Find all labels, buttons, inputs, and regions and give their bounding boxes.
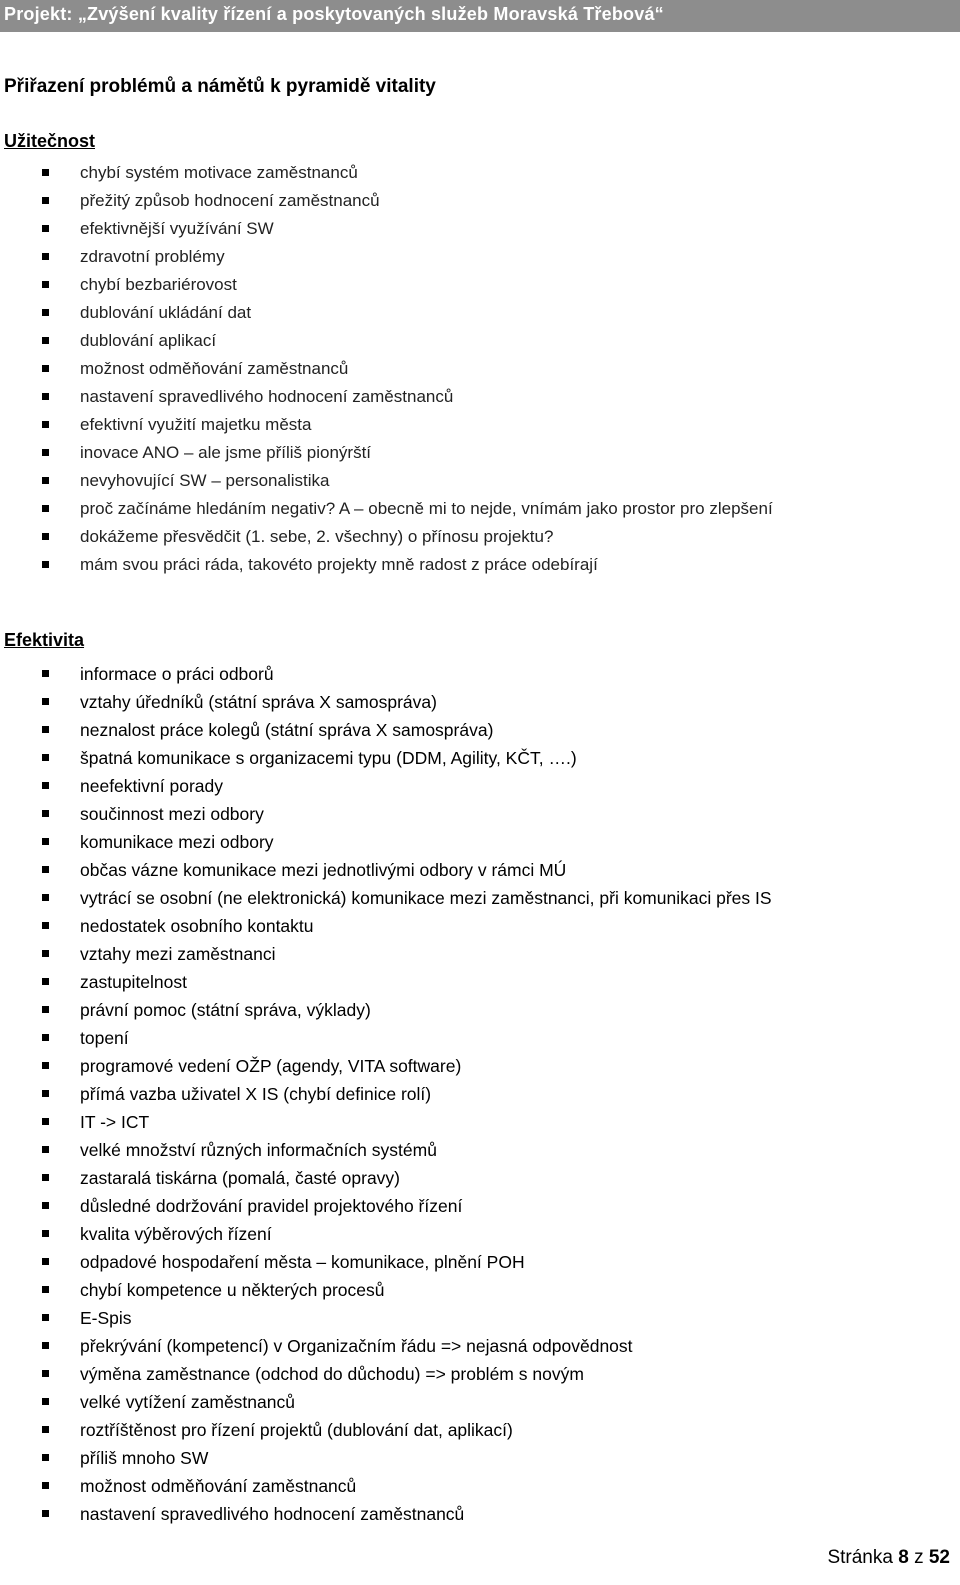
- list-item-text: špatná komunikace s organizacemi typu (DDM, Agility, KČT, ….): [80, 748, 577, 768]
- list-item-text: neefektivní porady: [80, 776, 224, 796]
- document-title: Přiřazení problémů a námětů k pyramidě vitality: [4, 76, 436, 97]
- list-item-text: důsledné dodržování pravidel projektového řízení: [80, 1196, 463, 1216]
- list-item-text: vytrácí se osobní (ne elektronická) komunikace mezi zaměstnanci, při komunikaci přes IS: [80, 888, 772, 908]
- page-label: Stránka: [827, 1547, 893, 1568]
- square-bullet-icon: [42, 197, 49, 204]
- square-bullet-icon: [42, 1174, 49, 1181]
- section-heading-uzitecnost: Užitečnost: [4, 131, 96, 151]
- list-item-text: E-Spis: [80, 1308, 132, 1328]
- list-item-text: velké množství různých informačních systémů: [80, 1140, 437, 1160]
- square-bullet-icon: [42, 1062, 49, 1069]
- square-bullet-icon: [42, 1398, 49, 1405]
- square-bullet-icon: [42, 810, 49, 817]
- square-bullet-icon: [42, 1482, 49, 1489]
- square-bullet-icon: [42, 894, 49, 901]
- square-bullet-icon: [42, 1090, 49, 1097]
- list-item-text: dokážeme přesvědčit (1. sebe, 2. všechny) o přínosu projektu?: [80, 527, 554, 546]
- list-item-text: právní pomoc (státní správa, výklady): [80, 1000, 371, 1020]
- square-bullet-icon: [42, 1118, 49, 1125]
- list-item-text: přežitý způsob hodnocení zaměstnanců: [80, 191, 380, 210]
- square-bullet-icon: [42, 169, 49, 176]
- square-bullet-icon: [42, 1510, 49, 1517]
- list-item-text: velké vytížení zaměstnanců: [80, 1392, 295, 1412]
- square-bullet-icon: [42, 950, 49, 957]
- running-header: [0, 0, 960, 32]
- square-bullet-icon: [42, 477, 49, 484]
- list-item-text: zastaralá tiskárna (pomalá, časté opravy): [80, 1168, 400, 1188]
- square-bullet-icon: [42, 449, 49, 456]
- list-item-text: občas vázne komunikace mezi jednotlivými odbory v rámci MÚ: [80, 860, 567, 880]
- list-item-text: proč začínáme hledáním negativ? A – obecně mi to nejde, vnímám jako prostor pro zlepšení: [80, 499, 773, 518]
- page-current: 8: [898, 1547, 909, 1568]
- list-item-text: topení: [80, 1028, 129, 1048]
- square-bullet-icon: [42, 1286, 49, 1293]
- square-bullet-icon: [42, 1006, 49, 1013]
- list-item-text: vztahy mezi zaměstnanci: [80, 944, 276, 964]
- square-bullet-icon: [42, 337, 49, 344]
- list-item-text: chybí systém motivace zaměstnanců: [80, 163, 358, 182]
- list-item-text: výměna zaměstnance (odchod do důchodu) => problém s novým: [80, 1364, 584, 1384]
- square-bullet-icon: [42, 225, 49, 232]
- list-item-text: možnost odměňování zaměstnanců: [80, 359, 349, 378]
- list-item-text: nedostatek osobního kontaktu: [80, 916, 314, 936]
- header-title: Projekt: „Zvýšení kvality řízení a poskytovaných služeb Moravská Třebová“: [4, 4, 664, 24]
- list-item-text: efektivnější využívání SW: [80, 219, 274, 238]
- square-bullet-icon: [42, 670, 49, 677]
- square-bullet-icon: [42, 421, 49, 428]
- square-bullet-icon: [42, 1146, 49, 1153]
- square-bullet-icon: [42, 866, 49, 873]
- list-item-text: mám svou práci ráda, takovéto projekty mně radost z práce odebírají: [80, 555, 598, 574]
- list-item-text: informace o práci odborů: [80, 664, 274, 684]
- list-item-text: příliš mnoho SW: [80, 1448, 209, 1468]
- square-bullet-icon: [42, 754, 49, 761]
- square-bullet-icon: [42, 1342, 49, 1349]
- square-bullet-icon: [42, 309, 49, 316]
- square-bullet-icon: [42, 253, 49, 260]
- list-item-text: nastavení spravedlivého hodnocení zaměstnanců: [80, 1504, 465, 1524]
- square-bullet-icon: [42, 365, 49, 372]
- square-bullet-icon: [42, 698, 49, 705]
- square-bullet-icon: [42, 281, 49, 288]
- list-item-text: součinnost mezi odbory: [80, 804, 264, 824]
- page-number: [827, 1547, 950, 1569]
- list-item-text: efektivní využití majetku města: [80, 415, 312, 434]
- list-item-text: komunikace mezi odbory: [80, 832, 274, 852]
- list-item-text: překrývání (kompetencí) v Organizačním řádu => nejasná odpovědnost: [80, 1336, 633, 1356]
- list-item-text: přímá vazba uživatel X IS (chybí definice rolí): [80, 1084, 432, 1104]
- list-item-text: vztahy úředníků (státní správa X samospráva): [80, 692, 437, 712]
- square-bullet-icon: [42, 838, 49, 845]
- list-item-text: neznalost práce kolegů (státní správa X samospráva): [80, 720, 494, 740]
- list-item-text: inovace ANO – ale jsme příliš pionýrští: [80, 443, 372, 462]
- square-bullet-icon: [42, 1230, 49, 1237]
- list-item-text: dublování aplikací: [80, 331, 217, 350]
- square-bullet-icon: [42, 393, 49, 400]
- list-item-text: odpadové hospodaření města – komunikace, plnění POH: [80, 1252, 525, 1272]
- list-item-text: možnost odměňování zaměstnanců: [80, 1476, 357, 1496]
- list-item-text: chybí bezbariérovost: [80, 275, 237, 294]
- list-item-text: zdravotní problémy: [80, 247, 225, 266]
- list-item-text: IT -> ICT: [80, 1112, 150, 1132]
- list-item-text: nastavení spravedlivého hodnocení zaměstnanců: [80, 387, 454, 406]
- list-item-text: programové vedení OŽP (agendy, VITA software): [80, 1056, 462, 1076]
- square-bullet-icon: [42, 922, 49, 929]
- section-heading-efektivita: Efektivita: [4, 630, 85, 650]
- square-bullet-icon: [42, 782, 49, 789]
- square-bullet-icon: [42, 1258, 49, 1265]
- page-total: 52: [928, 1547, 950, 1568]
- square-bullet-icon: [42, 1370, 49, 1377]
- square-bullet-icon: [42, 726, 49, 733]
- square-bullet-icon: [42, 1314, 49, 1321]
- square-bullet-icon: [42, 1454, 49, 1461]
- square-bullet-icon: [42, 1426, 49, 1433]
- square-bullet-icon: [42, 1034, 49, 1041]
- square-bullet-icon: [42, 505, 49, 512]
- list-item-text: roztříštěnost pro řízení projektů (dublování dat, aplikací): [80, 1420, 513, 1440]
- list-item-text: nevyhovující SW – personalistika: [80, 471, 330, 490]
- square-bullet-icon: [42, 561, 49, 568]
- list-item-text: kvalita výběrových řízení: [80, 1224, 272, 1244]
- square-bullet-icon: [42, 978, 49, 985]
- list-item-text: chybí kompetence u některých procesů: [80, 1280, 385, 1300]
- square-bullet-icon: [42, 1202, 49, 1209]
- page-separator: z: [914, 1547, 924, 1568]
- list-item-text: zastupitelnost: [80, 972, 188, 992]
- list-item-text: dublování ukládání dat: [80, 303, 252, 322]
- square-bullet-icon: [42, 533, 49, 540]
